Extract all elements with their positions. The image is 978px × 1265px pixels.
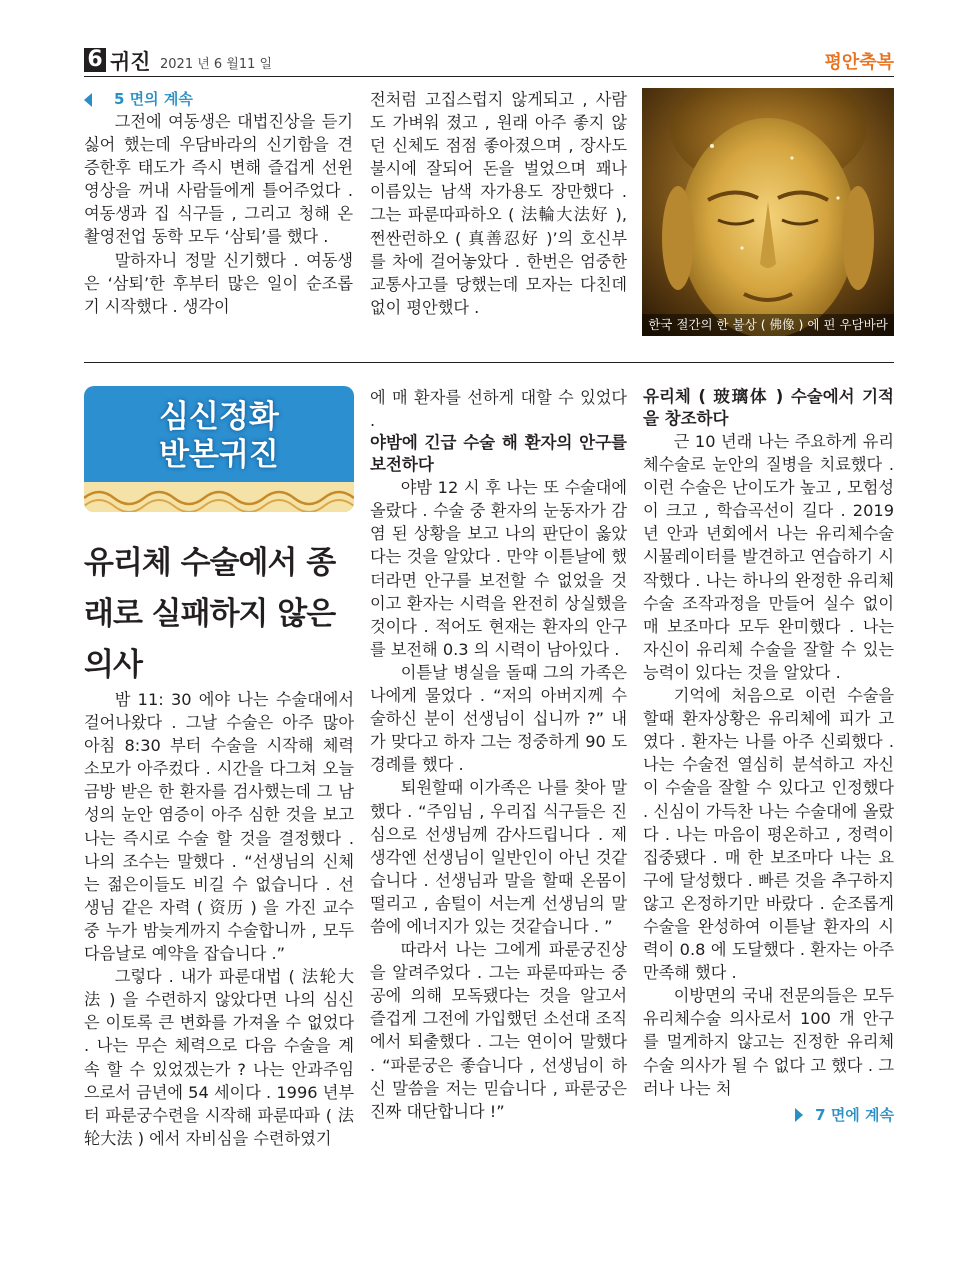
paragraph: 기억에 처음으로 이런 수술을 할때 환자상황은 유리체에 피가 고였다 . 환자는 나를 아주 신뢰했다 . 나는 수술전 열심히 분석하고 자신이 수술을 잘할 수 있다고 인정했다 . 신심이 가득찬 나는 수술대에 올랐다 . 나는 마음이 평온하고 , 정력이 집중됐다 . 매 한 보조마다 나는 요구에 달성했다 . 빠른 것을 추구하지 않고 온정하기만 바랐다 . 순조롭게 수술을 완성하여 이튿날 환자의 시력이 0.8 에 도달했다 . 환자는 아주 만족해 했다 .	[643, 686, 894, 983]
subheading: 유리체 ( 玻璃体 ) 수술에서 기적을 창조하다	[643, 387, 894, 428]
continued-on[interactable]	[643, 1104, 894, 1126]
main-article-column-3	[643, 386, 894, 1126]
paragraph: 이방면의 국내 전문의들은 모두 유리체수술 의사로서 100 개 안구를 멀게하지 않고는 진정한 유리체수술 의사가 될 수 없다 고 했다 . 그러나 나는 처	[643, 986, 894, 1098]
buddha-photo	[642, 88, 894, 336]
paragraph: 퇴원할때 이가족은 나를 찾아 말했다 . “주임님 , 우리집 식구들은 진심으로 선생님께 감사드립니다 . 제생각엔 선생님이 일반인이 아닌 것같습니다 . 선생님과 말을 할때 온몸이 떨리고 , 솜털이 서는게 선생님의 말씀에 에너지가 있는 것같습니다 . ”	[370, 778, 627, 936]
continued-on-label: 7 면에 계속	[815, 1105, 894, 1124]
banner-title	[84, 398, 354, 474]
paragraph: 에 매 환자를 선하게 대할 수 있었다 .	[370, 388, 627, 431]
paragraph: 그렇다 . 내가 파룬대법 ( 法轮大法 ) 을 수련하지 않았다면 나의 심신은 이토록 큰 변화를 가져올 수 없었다 . 나는 무슨 체력으로 다음 수술을 계속 할 수 있었겠는가 ? 나는 안과주임으로서 금년에 54 세이다 . 1996 년부터 파룬궁수련을 시작해 파룬따파 ( 法轮大法 ) 에서 자비심을 수련하였기	[84, 967, 354, 1148]
photo-caption: 한국 절간의 한 불상 ( 佛像 ) 에 핀 우담바라	[642, 314, 894, 336]
paragraph: 그전에 여동생은 대법진상을 듣기 싫어 했는데 우담바라의 신기함을 견증한후 태도가 즉시 변해 즐겁게 선윈영상을 꺼내 사람들에게 틀어주었다 . 여동생과 집 식구들 , 그리고 청해 온 촬영전업 동학 모두 ‘삼퇴’를 했다 .	[84, 112, 353, 247]
main-article-column-1	[84, 688, 354, 1150]
top-article-column-1	[84, 88, 353, 318]
article-title: 유리체 수술에서 종래로 실패하지 않은 의사	[84, 545, 336, 683]
buddha-statue-image	[642, 88, 894, 336]
paragraph: 근 10 년래 나는 주요하게 유리체수술로 눈안의 질병을 치료했다 . 이런 수술은 난이도가 높고 , 모험성이 크고 , 학습곡선이 길다 . 2019 년 안과 년회에서 나는 유리체수술 시뮬레이터를 발견하고 연습하기 시작했다 . 나는 하나의 완정한 유리체수술 조작과정을 만들어 실수 없이 매 보조마다 모두 완미했다 . 나는 자신이 유리체 수술을 잘할 수 있는 능력이 있다는 것을 알았다 .	[643, 432, 894, 682]
continued-from-label: 5 면의 계속	[114, 90, 193, 108]
paragraph: 밤 11: 30 에야 나는 수술대에서 걸어나왔다 . 그날 수술은 아주 많아 아침 8:30 부터 수술을 시작해 체력 소모가 아주컸다 . 시간을 다그쳐 오늘 금방 받은 한 환자를 검사했는데 그 남성의 눈안 염증이 아주 심한 것을 보고 나는 즉시로 수술 할 것을 결정했다 . 나의 조수는 말했다 . “선생님의 신체는 젊은이들도 비길 수 없습니다 . 선생님 같은 자력 ( 资历 ) 을 가진 교수 중 누가 밤늦게까지 수술합니까 , 모두 다음날로 예약을 잡습니다 .”	[84, 690, 354, 964]
continued-from[interactable]	[84, 88, 353, 110]
header-rule	[84, 76, 894, 77]
subheading: 야밤에 긴급 수술 해 환자의 안구를 보전하다	[370, 433, 627, 475]
main-article-column-2	[370, 386, 627, 1123]
issue-date: 2021 년 6 월11 일	[160, 57, 273, 72]
banner-line-1: 심신정화	[159, 399, 279, 435]
paragraph: 따라서 나는 그에게 파룬궁진상을 알려주었다 . 그는 파룬따파는 중공에 의해 모독됐다는 것을 알고서 즐겁게 그전에 가입했던 소선대 조직에서 퇴출했다 . 그는 연이어 말했다 . “파룬궁은 좋습니다 , 선생님이 하신 말씀을 저는 믿습니다 , 파룬궁은 진짜 대단합니다 !”	[370, 940, 627, 1121]
paragraph: 이튿날 병실을 돌때 그의 가족은 나에게 물었다 . “저의 아버지께 수술하신 분이 선생님이 십니까 ?” 내가 맞다고 하자 그는 정중하게 90 도 경례를 했다 .	[370, 662, 627, 775]
arrow-left-icon	[84, 93, 92, 107]
newspaper-brand: 평안축복	[824, 52, 894, 73]
section-divider	[84, 362, 894, 363]
page-number: 6	[84, 48, 106, 72]
paragraph: 야밤 12 시 후 나는 또 수술대에 올랐다 . 수술 중 환자의 눈동자가 감염 된 상황을 보고 나의 판단이 옳았다는 것을 알았다 . 만약 이튿날에 했더라면 안구를 보전할 수 없었을 것이고 환자는 시력을 완전히 상실했을 것이다 . 적어도 현재는 환자의 안구를 보전해 0.3 의 시력이 남아있다 .	[370, 478, 627, 659]
page-header	[84, 44, 894, 74]
column-banner	[84, 386, 354, 512]
cloud-pattern-icon	[84, 482, 354, 512]
arrow-right-icon	[795, 1108, 803, 1122]
banner-line-2: 반본귀진	[159, 437, 279, 473]
section-title: 귀진	[110, 50, 151, 74]
top-article-column-2	[370, 88, 627, 319]
paragraph: 말하자니 정말 신기했다 . 여동생은 ‘삼퇴’한 후부터 많은 일이 순조롭기 시작했다 . 생각이	[84, 250, 353, 316]
paragraph: 전처럼 고집스럽지 않게되고 , 사람도 가벼워 졌고 , 원래 아주 좋지 않던 신체도 점점 좋아졌으며 , 장사도 불시에 잘되어 돈을 벌었으며 꽤나 이름있는 남색 자가용도 장만했다 . 그는 파룬따파하오 ( 法輪大法好 ), 쩐싼런하오 ( 真善忍好 )’의 호신부를 차에 걸어놓았다 . 한번은 엄중한 교통사고를 당했는데 모자는 다친데 없이 평안했다 .	[370, 90, 627, 317]
